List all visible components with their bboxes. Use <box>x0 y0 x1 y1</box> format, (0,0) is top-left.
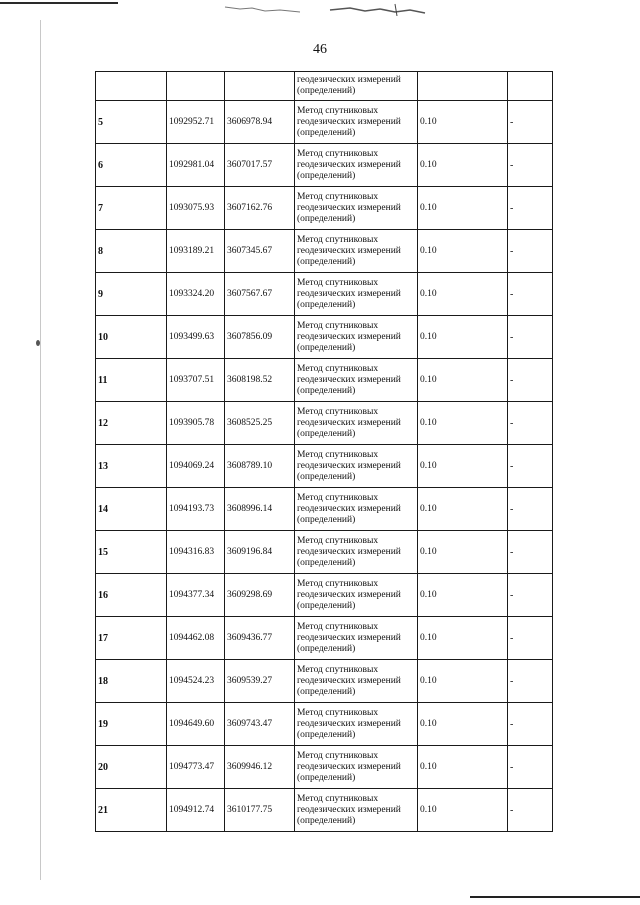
cell-num: 16 <box>96 574 167 617</box>
cell-description: - <box>508 402 553 445</box>
cell-accuracy: 0.10 <box>418 703 508 746</box>
method-line: Метод спутниковых <box>297 363 379 374</box>
cell-accuracy: 0.10 <box>418 445 508 488</box>
method-line: Метод спутниковых <box>297 492 379 503</box>
table-row <box>96 531 553 574</box>
method-line: геодезических измерений <box>297 159 401 170</box>
method-line: геодезических измерений <box>297 116 401 127</box>
cell-num: 17 <box>96 617 167 660</box>
page-number: 46 <box>313 42 327 57</box>
scan-margin-line <box>40 20 41 880</box>
cell-y: 3608996.14 <box>225 488 295 531</box>
method-line: геодезических измерений <box>297 546 401 557</box>
method-line: Метод спутниковых <box>297 406 379 417</box>
method-line: (определений) <box>297 385 356 396</box>
method-line: геодезических измерений <box>297 374 401 385</box>
cell-x: 1094377.34 <box>167 574 225 617</box>
cell-description: - <box>508 273 553 316</box>
cell-x: 1093075.93 <box>167 187 225 230</box>
cell-description: - <box>508 144 553 187</box>
cell-num: 18 <box>96 660 167 703</box>
cell-accuracy <box>418 72 508 101</box>
method-line: Метод спутниковых <box>297 234 379 245</box>
method-line: (определений) <box>297 170 356 181</box>
cell-y: 3609539.27 <box>225 660 295 703</box>
cell-method <box>295 574 418 617</box>
cell-y: 3607856.09 <box>225 316 295 359</box>
cell-y: 3608198.52 <box>225 359 295 402</box>
method-line: геодезических измерений <box>297 202 401 213</box>
cell-num: 15 <box>96 531 167 574</box>
cell-num: 11 <box>96 359 167 402</box>
cell-method <box>295 316 418 359</box>
method-line: (определений) <box>297 643 356 654</box>
method-line: (определений) <box>297 514 356 525</box>
cell-accuracy: 0.10 <box>418 789 508 832</box>
cell-y: 3608789.10 <box>225 445 295 488</box>
method-line: (определений) <box>297 557 356 568</box>
cell-description: - <box>508 531 553 574</box>
cell-y: 3608525.25 <box>225 402 295 445</box>
cell-description: - <box>508 187 553 230</box>
method-line: геодезических измерений <box>297 460 401 471</box>
cell-y: 3607162.76 <box>225 187 295 230</box>
method-line: Метод спутниковых <box>297 793 379 804</box>
cell-x: 1094912.74 <box>167 789 225 832</box>
cell-method <box>295 488 418 531</box>
cell-description: - <box>508 660 553 703</box>
method-line: (определений) <box>297 772 356 783</box>
method-line: геодезических измерений <box>297 675 401 686</box>
method-line: Метод спутниковых <box>297 664 379 675</box>
table-row <box>96 703 553 746</box>
cell-x: 1094069.24 <box>167 445 225 488</box>
cell-method <box>295 144 418 187</box>
cell-y: 3609196.84 <box>225 531 295 574</box>
cell-y: 3609298.69 <box>225 574 295 617</box>
cell-num: 7 <box>96 187 167 230</box>
cell-num: 6 <box>96 144 167 187</box>
method-line: геодезических измерений <box>297 718 401 729</box>
cell-description: - <box>508 617 553 660</box>
cell-method <box>295 445 418 488</box>
cell-y: 3606978.94 <box>225 101 295 144</box>
cell-x: 1092952.71 <box>167 101 225 144</box>
coordinates-table <box>95 71 553 832</box>
cell-num: 13 <box>96 445 167 488</box>
method-line: (определений) <box>297 471 356 482</box>
method-line: (определений) <box>297 127 356 138</box>
method-line: (определений) <box>297 428 356 439</box>
method-line: геодезических измерений <box>297 761 401 772</box>
coordinates-table-body <box>96 72 553 832</box>
cell-description: - <box>508 101 553 144</box>
cell-description: - <box>508 789 553 832</box>
cell-x: 1093707.51 <box>167 359 225 402</box>
method-line: геодезических измерений <box>297 331 401 342</box>
cell-num: 19 <box>96 703 167 746</box>
cell-method <box>295 402 418 445</box>
table-row <box>96 617 553 660</box>
scan-bottom-line <box>470 896 640 898</box>
cell-method <box>295 72 418 101</box>
cell-description: - <box>508 703 553 746</box>
cell-accuracy: 0.10 <box>418 144 508 187</box>
cell-method <box>295 660 418 703</box>
cell-description: - <box>508 359 553 402</box>
scan-speck <box>36 340 40 346</box>
table-row-continued <box>96 72 553 101</box>
method-line: (определений) <box>297 299 356 310</box>
cell-num: 12 <box>96 402 167 445</box>
method-line: геодезических измерений <box>297 245 401 256</box>
cell-x: 1092981.04 <box>167 144 225 187</box>
cell-accuracy: 0.10 <box>418 402 508 445</box>
cell-x: 1094193.73 <box>167 488 225 531</box>
cell-x: 1094649.60 <box>167 703 225 746</box>
method-line: Метод спутниковых <box>297 320 379 331</box>
table-row <box>96 316 553 359</box>
cell-description: - <box>508 230 553 273</box>
cell-accuracy: 0.10 <box>418 574 508 617</box>
method-line: Метод спутниковых <box>297 750 379 761</box>
method-line: (определений) <box>297 342 356 353</box>
method-line: геодезических измерений <box>297 589 401 600</box>
table-row <box>96 187 553 230</box>
cell-x: 1094524.23 <box>167 660 225 703</box>
cell-method <box>295 617 418 660</box>
cell-method <box>295 230 418 273</box>
cell-x: 1094462.08 <box>167 617 225 660</box>
cell-y: 3607345.67 <box>225 230 295 273</box>
table-row <box>96 273 553 316</box>
cell-accuracy: 0.10 <box>418 746 508 789</box>
cell-accuracy: 0.10 <box>418 488 508 531</box>
method-line: (определений) <box>297 213 356 224</box>
cell-accuracy: 0.10 <box>418 660 508 703</box>
cell-x: 1093905.78 <box>167 402 225 445</box>
cell-y: 3609436.77 <box>225 617 295 660</box>
cell-num: 8 <box>96 230 167 273</box>
cell-accuracy: 0.10 <box>418 531 508 574</box>
cell-y <box>225 72 295 101</box>
cell-num: 9 <box>96 273 167 316</box>
cell-method <box>295 359 418 402</box>
cell-method <box>295 273 418 316</box>
cell-num: 10 <box>96 316 167 359</box>
cell-x: 1093189.21 <box>167 230 225 273</box>
table-row <box>96 746 553 789</box>
method-line: геодезических измерений <box>297 417 401 428</box>
method-line: (определений) <box>297 815 356 826</box>
cell-accuracy: 0.10 <box>418 187 508 230</box>
cell-accuracy: 0.10 <box>418 273 508 316</box>
cell-accuracy: 0.10 <box>418 230 508 273</box>
method-line: (определений) <box>297 86 356 96</box>
method-line: Метод спутниковых <box>297 277 379 288</box>
method-line: Метод спутниковых <box>297 191 379 202</box>
method-line: Метод спутниковых <box>297 621 379 632</box>
cell-y: 3607567.67 <box>225 273 295 316</box>
method-line: Метод спутниковых <box>297 105 379 116</box>
cell-x: 1093499.63 <box>167 316 225 359</box>
cell-num: 21 <box>96 789 167 832</box>
cell-x <box>167 72 225 101</box>
cell-num: 20 <box>96 746 167 789</box>
cell-description: - <box>508 316 553 359</box>
cell-description: - <box>508 445 553 488</box>
cell-description <box>508 72 553 101</box>
table-row <box>96 101 553 144</box>
method-line: (определений) <box>297 600 356 611</box>
table-row <box>96 488 553 531</box>
table-row <box>96 402 553 445</box>
cell-y: 3609743.47 <box>225 703 295 746</box>
cell-x: 1093324.20 <box>167 273 225 316</box>
method-line: геодезических измерений <box>297 288 401 299</box>
table-row <box>96 445 553 488</box>
cell-method <box>295 187 418 230</box>
cell-method <box>295 101 418 144</box>
method-line: Метод спутниковых <box>297 148 379 159</box>
table-row <box>96 359 553 402</box>
cell-y: 3607017.57 <box>225 144 295 187</box>
method-line: (определений) <box>297 256 356 267</box>
method-line: Метод спутниковых <box>297 578 379 589</box>
table-row <box>96 144 553 187</box>
cell-num <box>96 72 167 101</box>
cell-num: 14 <box>96 488 167 531</box>
method-line: геодезических измерений <box>297 632 401 643</box>
cell-description: - <box>508 574 553 617</box>
scan-noise <box>0 2 640 16</box>
method-line: Метод спутниковых <box>297 449 379 460</box>
table-row <box>96 574 553 617</box>
method-line: геодезических измерений <box>297 804 401 815</box>
cell-num: 5 <box>96 101 167 144</box>
cell-accuracy: 0.10 <box>418 359 508 402</box>
table-row <box>96 789 553 832</box>
table-row <box>96 230 553 273</box>
cell-method <box>295 789 418 832</box>
cell-method <box>295 746 418 789</box>
cell-y: 3609946.12 <box>225 746 295 789</box>
method-line: (определений) <box>297 686 356 697</box>
method-line: (определений) <box>297 729 356 740</box>
cell-method <box>295 531 418 574</box>
method-line: геодезических измерений <box>297 75 401 85</box>
cell-accuracy: 0.10 <box>418 316 508 359</box>
method-line: Метод спутниковых <box>297 535 379 546</box>
cell-description: - <box>508 488 553 531</box>
cell-description: - <box>508 746 553 789</box>
cell-x: 1094773.47 <box>167 746 225 789</box>
cell-method <box>295 703 418 746</box>
cell-accuracy: 0.10 <box>418 101 508 144</box>
table-row <box>96 660 553 703</box>
method-line: геодезических измерений <box>297 503 401 514</box>
cell-x: 1094316.83 <box>167 531 225 574</box>
method-line: Метод спутниковых <box>297 707 379 718</box>
cell-accuracy: 0.10 <box>418 617 508 660</box>
cell-y: 3610177.75 <box>225 789 295 832</box>
